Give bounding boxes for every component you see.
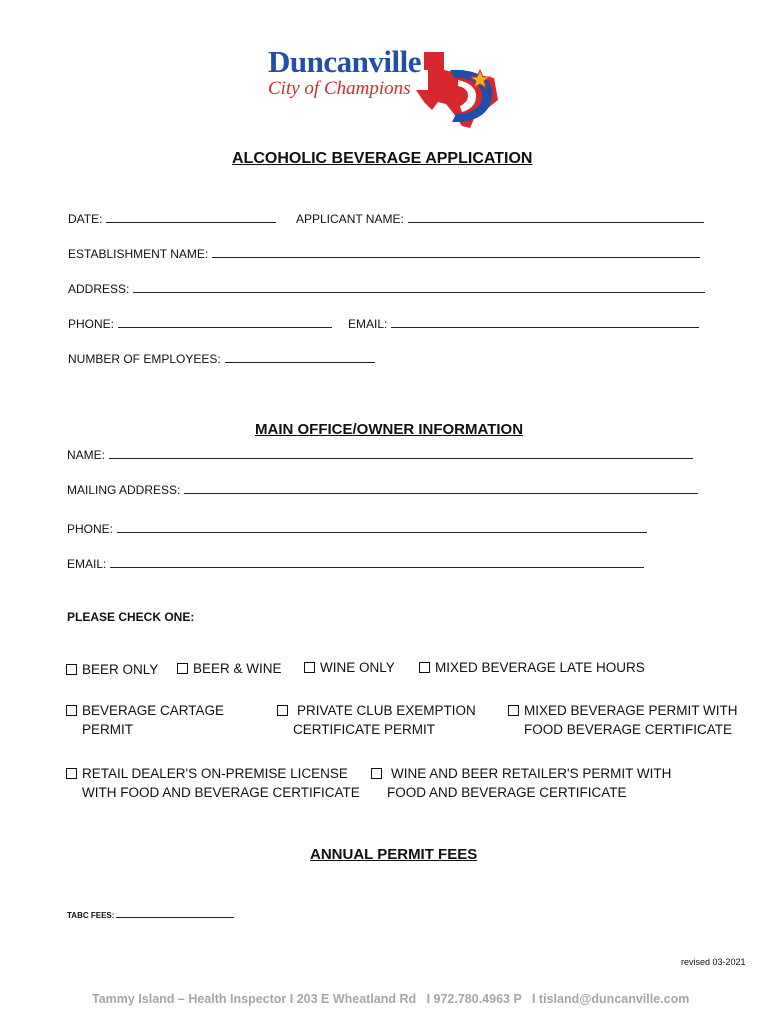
page-title: ALCOHOLIC BEVERAGE APPLICATION bbox=[232, 150, 533, 167]
checkbox-icon[interactable] bbox=[177, 663, 188, 674]
option-private-club[interactable] bbox=[277, 701, 476, 739]
option-label: BEVERAGE CARTAGE bbox=[82, 703, 225, 718]
checkbox-icon[interactable] bbox=[66, 768, 77, 779]
city-logo bbox=[262, 44, 512, 130]
revised-note: revised 03-2021 bbox=[681, 957, 746, 967]
option-label: WITH FOOD AND BEVERAGE CERTIFICATE bbox=[82, 785, 360, 800]
phone-label: PHONE: bbox=[68, 317, 115, 331]
owner-email-label: EMAIL: bbox=[67, 557, 107, 571]
address-label: ADDRESS: bbox=[68, 282, 130, 296]
date-field[interactable] bbox=[68, 210, 276, 226]
option-retail-dealer[interactable] bbox=[66, 764, 360, 802]
applicant-name-label: APPLICANT NAME: bbox=[296, 212, 404, 226]
owner-name-field[interactable] bbox=[67, 446, 693, 462]
owner-email-field[interactable] bbox=[67, 555, 644, 571]
footer-contact: Tammy Island – Health Inspector I 203 E Wheatland Rd I 972.780.4963 P I tisland@duncanville.com bbox=[92, 992, 690, 1006]
email-label: EMAIL: bbox=[348, 317, 388, 331]
logo-name: Duncanville bbox=[268, 44, 421, 79]
option-label: CERTIFICATE PERMIT bbox=[293, 722, 436, 737]
option-label: RETAIL DEALER'S ON-PREMISE LICENSE bbox=[82, 766, 348, 781]
checkbox-icon[interactable] bbox=[371, 768, 382, 779]
owner-heading: MAIN OFFICE/OWNER INFORMATION bbox=[255, 421, 524, 438]
option-wine-beer-retailer[interactable] bbox=[371, 764, 671, 802]
employees-field[interactable] bbox=[68, 350, 375, 366]
checkbox-icon[interactable] bbox=[508, 705, 519, 716]
address-field[interactable] bbox=[68, 280, 705, 296]
option-label: MIXED BEVERAGE PERMIT WITH bbox=[524, 703, 738, 718]
check-heading: PLEASE CHECK ONE: bbox=[67, 610, 195, 624]
applicant-name-field[interactable] bbox=[296, 210, 704, 226]
option-label: WINE AND BEER RETAILER'S PERMIT WITH bbox=[391, 766, 672, 781]
option-label: FOOD BEVERAGE CERTIFICATE bbox=[524, 722, 733, 737]
option-label: PERMIT bbox=[82, 722, 134, 737]
mailing-address-field[interactable] bbox=[67, 481, 698, 497]
option-mixed-food[interactable] bbox=[508, 701, 738, 739]
email-field[interactable] bbox=[348, 315, 699, 331]
tabc-fees-label: TABC FEES: bbox=[67, 911, 115, 920]
option-label: PRIVATE CLUB EXEMPTION bbox=[297, 703, 476, 718]
employees-label: NUMBER OF EMPLOYEES: bbox=[68, 352, 221, 366]
date-label: DATE: bbox=[68, 212, 103, 226]
option-label: MIXED BEVERAGE LATE HOURS bbox=[435, 660, 645, 675]
option-wine-only[interactable] bbox=[304, 658, 395, 677]
fees-heading: ANNUAL PERMIT FEES bbox=[310, 846, 478, 863]
owner-name-label: NAME: bbox=[67, 448, 106, 462]
checkbox-icon[interactable] bbox=[66, 664, 77, 675]
establishment-name-label: ESTABLISHMENT NAME: bbox=[68, 247, 209, 261]
mailing-address-label: MAILING ADDRESS: bbox=[67, 483, 181, 497]
tabc-fees-field[interactable] bbox=[67, 909, 234, 920]
owner-phone-field[interactable] bbox=[67, 520, 647, 536]
checkbox-icon[interactable] bbox=[419, 662, 430, 673]
establishment-name-field[interactable] bbox=[68, 245, 700, 261]
option-mixed-late[interactable] bbox=[419, 658, 645, 677]
checkbox-icon[interactable] bbox=[277, 705, 288, 716]
checkbox-icon[interactable] bbox=[66, 705, 77, 716]
option-label: BEER ONLY bbox=[82, 662, 159, 677]
logo-tagline: City of Champions bbox=[268, 78, 411, 99]
option-cartage[interactable] bbox=[66, 701, 224, 739]
checkbox-icon[interactable] bbox=[304, 662, 315, 673]
option-label: FOOD AND BEVERAGE CERTIFICATE bbox=[387, 785, 627, 800]
option-label: BEER & WINE bbox=[193, 661, 282, 676]
owner-phone-label: PHONE: bbox=[67, 522, 114, 536]
option-label: WINE ONLY bbox=[320, 660, 395, 675]
option-beer-wine[interactable] bbox=[177, 659, 282, 678]
phone-field[interactable] bbox=[68, 315, 332, 331]
option-beer-only[interactable] bbox=[66, 660, 158, 679]
